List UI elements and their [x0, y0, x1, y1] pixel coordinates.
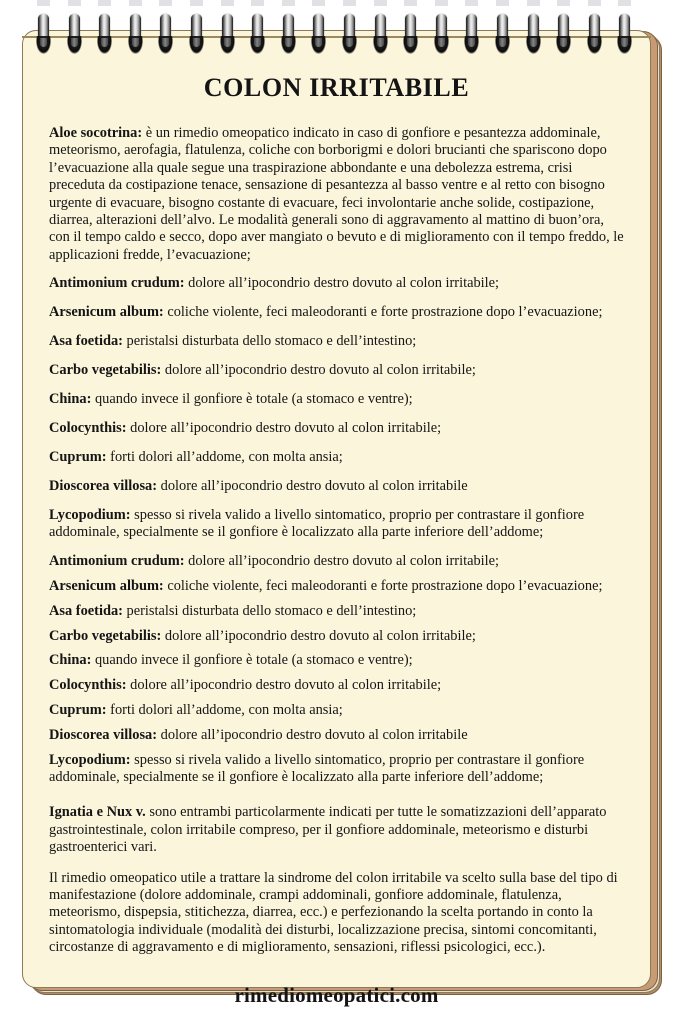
list-item — [49, 304, 624, 321]
remedy-name: Colocynthis: — [49, 677, 127, 694]
list-item — [49, 333, 624, 350]
spiral-ring-tip — [527, 0, 540, 6]
remedy-description: quando invece il gonfiore è totale (a stomaco e ventre); — [91, 390, 413, 407]
list-item — [49, 362, 624, 379]
remedy-name: Lycopodium: — [49, 506, 131, 523]
remedy-name: China: — [49, 652, 92, 669]
list-item — [49, 628, 624, 645]
remedy-description: dolore all’ipocondrio destro dovuto al colon irritabile; — [184, 275, 500, 292]
remedy-description: dolore all’ipocondrio destro dovuto al colon irritabile; — [161, 361, 476, 378]
spiral-ring-tip — [496, 0, 509, 6]
remedy-description: dolore all’ipocondrio destro dovuto al colon irritabile — [157, 477, 468, 494]
list-item — [49, 652, 624, 669]
remedy-description: forti dolori all’addome, con molta ansia; — [106, 448, 343, 465]
final-paragraph: Il rimedio omeopatico utile a trattare la sindrome del colon irritabile va scelto sulla base del tipo di manifestazione (dolore addominale, crampi addominali, gonfiore addominale, flatulenza, meteorismo, dispepsia, stitichezza, diarrea, ecc.) e perfezionando la scelta portando in conto la sintomatologia individuale (modalità dei disturbi, localizzazione precisa, sintomi concomitanti, circostanze di aggravamento e di miglioramento, sensazioni, riflessi psicologici, ecc.). — [49, 869, 618, 956]
footer-website: rimediomeopatici.com — [234, 982, 439, 1007]
list-item — [49, 578, 624, 595]
spiral-ring-tip — [618, 0, 631, 6]
remedy-description: quando invece il gonfiore è totale (a stomaco e ventre); — [91, 652, 413, 669]
remedy-name: Arsenicum album: — [49, 304, 164, 321]
list-item — [49, 603, 624, 620]
list-item — [49, 275, 624, 292]
remedy-name: Cuprum: — [49, 448, 107, 465]
spiral-ring-tip — [98, 0, 111, 6]
remedy-name: Cuprum: — [49, 702, 107, 719]
list-item — [49, 677, 624, 694]
intro-remedy-name: Aloe socotrina: — [49, 125, 143, 141]
spiral-bar — [22, 36, 651, 38]
remedy-name: Dioscorea villosa: — [49, 727, 158, 744]
spiral-ring-tip — [588, 0, 601, 6]
spiral-ring-tip — [374, 0, 387, 6]
remedy-list-block-2 — [49, 553, 624, 787]
remedy-name: Dioscorea villosa: — [49, 477, 158, 494]
remedy-description: spesso si rivela valido a livello sintomatico, proprio per contrastare il gonfiore addominale, specialmente se il gonfiore è localizzato alla parte inferiore dell’addome; — [49, 506, 585, 540]
spiral-ring-tip — [312, 0, 325, 6]
spiral-ring-tip — [129, 0, 142, 6]
list-item — [49, 507, 624, 542]
spiral-ring-tip — [343, 0, 356, 6]
remedy-name: Lycopodium: — [49, 752, 131, 769]
spiral-ring-tip — [37, 0, 50, 6]
spiral-ring-tip — [190, 0, 203, 6]
spiral-ring-tip — [435, 0, 448, 6]
remedy-description: coliche violente, feci maleodoranti e forte prostrazione dopo l’evacuazione; — [163, 577, 603, 594]
list-item — [49, 702, 624, 719]
section-spacer — [49, 794, 624, 804]
remedy-name: Antimonium crudum: — [49, 275, 185, 292]
spiral-ring-tip — [465, 0, 478, 6]
remedy-description: dolore all’ipocondrio destro dovuto al colon irritabile; — [184, 552, 500, 569]
spiral-ring-tip — [68, 0, 81, 6]
list-item — [49, 727, 624, 744]
remedy-description: spesso si rivela valido a livello sintomatico, proprio per contrastare il gonfiore addominale, specialmente se il gonfiore è localizzato alla parte inferiore dell’addome; — [49, 752, 585, 786]
ignatia-paragraph — [49, 804, 624, 856]
remedy-description: forti dolori all’addome, con molta ansia; — [106, 702, 343, 719]
spiral-ring-tip — [282, 0, 295, 6]
ignatia-remedy-name: Ignatia e Nux v. — [49, 804, 146, 821]
remedy-description: dolore all’ipocondrio destro dovuto al colon irritabile — [157, 727, 468, 744]
notepad-sheet — [22, 30, 651, 1007]
remedy-list-block-1 — [49, 275, 624, 541]
remedy-description: peristalsi disturbata dello stomaco e dell’intestino; — [122, 602, 417, 619]
intro-paragraph — [49, 125, 624, 264]
remedy-description: dolore all’ipocondrio destro dovuto al colon irritabile; — [161, 627, 476, 644]
list-item — [49, 391, 624, 408]
remedy-name: Carbo vegetabilis: — [49, 627, 162, 644]
list-item — [49, 420, 624, 437]
notepad-content — [23, 31, 650, 1007]
remedy-name: China: — [49, 390, 92, 407]
page-title: COLON IRRITABILE — [203, 73, 470, 102]
list-item — [49, 553, 624, 570]
remedy-description: coliche violente, feci maleodoranti e forte prostrazione dopo l’evacuazione; — [163, 304, 603, 321]
remedy-name: Antimonium crudum: — [49, 552, 185, 569]
spiral-ring-tip — [557, 0, 570, 6]
list-item — [49, 478, 624, 495]
spiral-ring-tip — [251, 0, 264, 6]
remedy-name: Asa foetida: — [49, 333, 123, 350]
remedy-description: dolore all’ipocondrio destro dovuto al colon irritabile; — [126, 419, 442, 436]
ignatia-remedy-text: sono entrambi particolarmente indicati per tutte le somatizzazioni dell’apparato gastrointestinale, colon irritabile compreso, per il gonfiore addominale, meteorismo e disturbi gastroenterici vari. — [49, 804, 607, 856]
remedy-description: dolore all’ipocondrio destro dovuto al colon irritabile; — [126, 677, 442, 694]
list-item — [49, 449, 624, 466]
remedy-name: Carbo vegetabilis: — [49, 361, 162, 378]
remedy-description: peristalsi disturbata dello stomaco e dell’intestino; — [122, 333, 417, 350]
remedy-name: Arsenicum album: — [49, 577, 164, 594]
spiral-ring-tip — [159, 0, 172, 6]
spiral-ring-tip — [221, 0, 234, 6]
spiral-ring-tip — [404, 0, 417, 6]
remedy-name: Colocynthis: — [49, 419, 127, 436]
remedy-name: Asa foetida: — [49, 602, 123, 619]
intro-remedy-text: è un rimedio omeopatico indicato in caso di gonfiore e pesantezza addominale, meteorismo, aerofagia, flatulenza, coliche con borborigmi e dolori brucianti che spariscono dopo l’evacuazione alla quale segue una traspirazione abbondante e una debolezza estrema, crisi preceduta da costipazione tenace, sensazione di pesantezza al basso ventre e al retto con bisogno urgente di evacuare, bisogno costante di evacuare, feci involontarie anche solide, costipazione, diarrea, alterazioni dell’alvo. Le modalità generali sono di aggravamento al mattino di buon’ora, con il tempo caldo e secco, dopo aver mangiato o bevuto e di miglioramento con il tempo freddo, le applicazioni fredde, l’evacuazione; — [49, 125, 624, 263]
list-item — [49, 752, 624, 787]
